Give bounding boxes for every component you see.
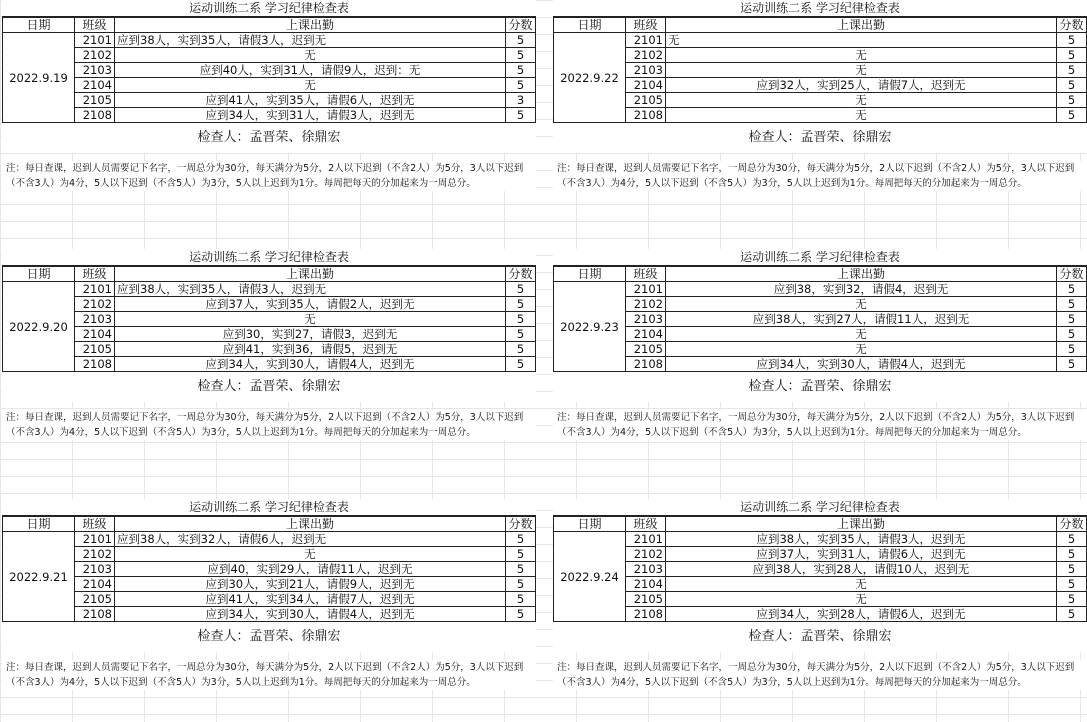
score-cell[interactable]: 5 — [506, 607, 536, 622]
date-cell[interactable]: 2022.9.22 — [554, 33, 626, 123]
table-row — [554, 327, 1087, 342]
attendance-cell[interactable]: 应到38人，实到28人，请假10人，迟到无 — [666, 562, 1057, 577]
checker-line[interactable]: 检查人：孟晋荣、徐鼎宏 — [2, 372, 536, 402]
class-cell[interactable]: 2104 — [626, 78, 666, 93]
attendance-table — [553, 17, 1087, 123]
date-cell[interactable]: 2022.9.24 — [554, 532, 626, 622]
date-header[interactable]: 日期 — [554, 267, 626, 282]
table-row — [3, 108, 536, 123]
score-cell[interactable]: 5 — [1057, 78, 1087, 93]
score-cell[interactable]: 5 — [1057, 108, 1087, 123]
attendance-cell[interactable]: 应到38，实到32，请假4，迟到无 — [666, 282, 1057, 297]
class-cell[interactable]: 2103 — [626, 63, 666, 78]
class-cell[interactable]: 2108 — [75, 607, 115, 622]
sheet-title: 运动训练二系 学习纪律检查表 — [2, 0, 536, 17]
table-row — [3, 33, 536, 48]
class-cell[interactable]: 2101 — [626, 532, 666, 547]
date-header[interactable]: 日期 — [554, 517, 626, 532]
score-cell[interactable]: 5 — [1057, 33, 1087, 48]
table-row — [3, 357, 536, 372]
class-cell[interactable]: 2102 — [75, 48, 115, 63]
attendance-cell[interactable]: 无 — [666, 63, 1057, 78]
score-cell[interactable]: 5 — [506, 562, 536, 577]
class-cell[interactable]: 2104 — [75, 78, 115, 93]
header-row — [554, 517, 1087, 532]
score-cell[interactable]: 5 — [506, 547, 536, 562]
score-cell[interactable]: 5 — [1057, 342, 1087, 357]
class-cell[interactable]: 2101 — [75, 33, 115, 48]
table-row — [554, 48, 1087, 63]
table-row — [3, 63, 536, 78]
class-header[interactable]: 班级 — [626, 267, 666, 282]
inspection-sheet-block — [553, 249, 1087, 440]
table-row — [3, 327, 536, 342]
attendance-header[interactable]: 上课出勤 — [666, 18, 1057, 33]
attendance-cell[interactable]: 应到37人，实到31人，请假6人，迟到无 — [666, 547, 1057, 562]
table-row — [554, 562, 1087, 577]
attendance-cell[interactable]: 应到38人，实到27人，请假11人，迟到无 — [666, 312, 1057, 327]
score-cell[interactable]: 5 — [506, 592, 536, 607]
inspection-sheet-block — [2, 249, 536, 440]
date-header[interactable]: 日期 — [554, 18, 626, 33]
class-cell[interactable]: 2103 — [75, 312, 115, 327]
score-header[interactable]: 分数 — [506, 267, 536, 282]
table-row — [3, 312, 536, 327]
date-header[interactable]: 日期 — [3, 267, 75, 282]
checker-line[interactable]: 检查人：孟晋荣、徐鼎宏 — [553, 372, 1087, 402]
class-cell[interactable]: 2103 — [626, 562, 666, 577]
class-cell[interactable]: 2108 — [626, 607, 666, 622]
class-cell[interactable]: 2102 — [626, 48, 666, 63]
checker-line[interactable]: 检查人：孟晋荣、徐鼎宏 — [553, 622, 1087, 652]
score-cell[interactable]: 5 — [1057, 592, 1087, 607]
attendance-cell[interactable]: 无 — [666, 93, 1057, 108]
attendance-cell[interactable]: 应到30人，实到21人，请假9人，迟到无 — [115, 577, 506, 592]
class-cell[interactable]: 2101 — [75, 532, 115, 547]
attendance-cell[interactable]: 应到40人，实到31人，请假9人，迟到：无 — [115, 63, 506, 78]
score-cell[interactable]: 5 — [506, 63, 536, 78]
attendance-cell[interactable]: 应到30，实到27，请假3，迟到无 — [115, 327, 506, 342]
class-cell[interactable]: 2105 — [75, 592, 115, 607]
attendance-table — [2, 266, 536, 372]
inspection-sheet-block — [2, 499, 536, 690]
score-cell[interactable]: 5 — [1057, 93, 1087, 108]
attendance-cell[interactable]: 无 — [666, 592, 1057, 607]
attendance-cell[interactable]: 应到38人，实到35人，请假3人，迟到无 — [115, 33, 506, 48]
attendance-table — [2, 516, 536, 622]
score-cell[interactable]: 5 — [1057, 297, 1087, 312]
score-cell[interactable]: 5 — [506, 357, 536, 372]
checker-line[interactable]: 检查人：孟晋荣、徐鼎宏 — [2, 123, 536, 153]
attendance-cell[interactable]: 应到41人，实到34人，请假7人，迟到无 — [115, 592, 506, 607]
table-row — [554, 63, 1087, 78]
score-cell[interactable]: 5 — [506, 577, 536, 592]
score-cell[interactable]: 5 — [1057, 48, 1087, 63]
attendance-cell[interactable]: 应到38人，实到35人，请假3人，迟到无 — [115, 282, 506, 297]
class-cell[interactable]: 2105 — [626, 93, 666, 108]
class-cell[interactable]: 2103 — [75, 63, 115, 78]
table-row — [3, 607, 536, 622]
attendance-cell[interactable]: 应到32人，实到25人，请假7人，迟到无 — [666, 78, 1057, 93]
attendance-cell[interactable]: 无 — [666, 48, 1057, 63]
sheet-title: 运动训练二系 学习纪律检查表 — [553, 249, 1087, 266]
class-cell[interactable]: 2103 — [75, 562, 115, 577]
inspection-sheet-block — [553, 0, 1087, 191]
attendance-cell[interactable]: 无 — [666, 327, 1057, 342]
score-header[interactable]: 分数 — [1057, 267, 1087, 282]
header-row — [3, 267, 536, 282]
class-header[interactable]: 班级 — [626, 18, 666, 33]
class-cell[interactable]: 2105 — [626, 592, 666, 607]
class-header[interactable]: 班级 — [626, 517, 666, 532]
score-header[interactable]: 分数 — [506, 18, 536, 33]
attendance-cell[interactable]: 无 — [115, 547, 506, 562]
score-cell[interactable]: 5 — [1057, 562, 1087, 577]
attendance-cell[interactable]: 无 — [115, 48, 506, 63]
class-cell[interactable]: 2102 — [626, 297, 666, 312]
table-row — [3, 282, 536, 297]
class-cell[interactable]: 2104 — [75, 577, 115, 592]
score-cell[interactable]: 5 — [1057, 357, 1087, 372]
score-cell[interactable]: 5 — [1057, 63, 1087, 78]
table-row — [3, 532, 536, 547]
class-cell[interactable]: 2108 — [626, 357, 666, 372]
attendance-cell[interactable]: 应到38人，实到35人，请假3人，迟到无 — [666, 532, 1057, 547]
class-cell[interactable]: 2104 — [626, 577, 666, 592]
attendance-table — [2, 17, 536, 123]
scoring-note[interactable]: 注：每日查课，迟到人员需要记下名字，一周总分为30分，每天满分为5分，2人以下迟到（不含2人）为5分，3人以下迟到（不含3人）为4分，5人以下迟到（不含5人）为3分，5人以上迟到为1分。每周把每天的分加起来为一周总分。 — [553, 161, 1087, 191]
table-row — [3, 592, 536, 607]
scoring-note[interactable]: 注：每日查课，迟到人员需要记下名字，一周总分为30分，每天满分为5分，2人以下迟到（不含2人）为5分，3人以下迟到（不含3人）为4分，5人以下迟到（不含5人）为3分，5人以上迟到为1分。每周把每天的分加起来为一周总分。 — [553, 660, 1087, 690]
score-cell[interactable]: 5 — [1057, 532, 1087, 547]
table-row — [3, 93, 536, 108]
date-cell[interactable]: 2022.9.20 — [3, 282, 75, 372]
sheet-title: 运动训练二系 学习纪律检查表 — [553, 499, 1087, 516]
table-row — [3, 48, 536, 63]
class-cell[interactable]: 2101 — [626, 33, 666, 48]
attendance-cell[interactable]: 应到40，实到29人，请假11人，迟到无 — [115, 562, 506, 577]
attendance-cell[interactable]: 无 — [666, 33, 1057, 48]
inspection-sheet-block — [553, 499, 1087, 690]
attendance-header[interactable]: 上课出勤 — [115, 517, 506, 532]
table-row — [3, 562, 536, 577]
attendance-header[interactable]: 上课出勤 — [666, 267, 1057, 282]
table-row — [554, 93, 1087, 108]
attendance-cell[interactable]: 应到41人，实到35人，请假6人，迟到无 — [115, 93, 506, 108]
score-header[interactable]: 分数 — [1057, 517, 1087, 532]
score-cell[interactable]: 5 — [506, 297, 536, 312]
date-header[interactable]: 日期 — [3, 18, 75, 33]
class-cell[interactable]: 2102 — [75, 547, 115, 562]
date-cell[interactable]: 2022.9.21 — [3, 532, 75, 622]
table-row — [554, 547, 1087, 562]
attendance-cell[interactable]: 应到34人，实到28人，请假6人，迟到无 — [666, 607, 1057, 622]
header-row — [3, 517, 536, 532]
score-cell[interactable]: 5 — [506, 532, 536, 547]
sheet-title: 运动训练二系 学习纪律检查表 — [2, 249, 536, 266]
score-cell[interactable]: 5 — [506, 33, 536, 48]
attendance-cell[interactable]: 应到37人，实到35人，请假2人，迟到无 — [115, 297, 506, 312]
attendance-cell[interactable]: 应到34人，实到30人，请假4人，迟到无 — [115, 357, 506, 372]
scoring-note[interactable]: 注：每日查课，迟到人员需要记下名字，一周总分为30分，每天满分为5分，2人以下迟到（不含2人）为5分，3人以下迟到（不含3人）为4分，5人以下迟到（不含5人）为3分，5人以上迟到为1分。每周把每天的分加起来为一周总分。 — [553, 410, 1087, 440]
inspection-sheet-block — [2, 0, 536, 191]
score-cell[interactable]: 3 — [506, 93, 536, 108]
class-cell[interactable]: 2105 — [626, 342, 666, 357]
class-cell[interactable]: 2108 — [75, 357, 115, 372]
score-cell[interactable]: 5 — [1057, 607, 1087, 622]
class-cell[interactable]: 2103 — [626, 312, 666, 327]
class-header[interactable]: 班级 — [75, 267, 115, 282]
attendance-cell[interactable]: 无 — [666, 577, 1057, 592]
score-cell[interactable]: 5 — [1057, 327, 1087, 342]
header-row — [554, 18, 1087, 33]
class-cell[interactable]: 2101 — [626, 282, 666, 297]
table-row — [554, 33, 1087, 48]
table-row — [554, 592, 1087, 607]
attendance-cell[interactable]: 应到41，实到36，请假5，迟到无 — [115, 342, 506, 357]
score-cell[interactable]: 5 — [506, 342, 536, 357]
class-cell[interactable]: 2102 — [626, 547, 666, 562]
class-cell[interactable]: 2108 — [75, 108, 115, 123]
class-header[interactable]: 班级 — [75, 18, 115, 33]
attendance-header[interactable]: 上课出勤 — [115, 267, 506, 282]
attendance-header[interactable]: 上课出勤 — [115, 18, 506, 33]
class-cell[interactable]: 2104 — [626, 327, 666, 342]
table-row — [554, 312, 1087, 327]
table-row — [3, 78, 536, 93]
score-cell[interactable]: 5 — [1057, 282, 1087, 297]
table-row — [3, 547, 536, 562]
attendance-cell[interactable]: 无 — [115, 78, 506, 93]
score-header[interactable]: 分数 — [1057, 18, 1087, 33]
table-row — [554, 78, 1087, 93]
table-row — [3, 577, 536, 592]
attendance-header[interactable]: 上课出勤 — [666, 517, 1057, 532]
date-cell[interactable]: 2022.9.19 — [3, 33, 75, 123]
scoring-note[interactable]: 注：每日查课，迟到人员需要记下名字，一周总分为30分，每天满分为5分，2人以下迟到（不含2人）为5分，3人以下迟到（不含3人）为4分，5人以下迟到（不含5人）为3分，5人以上迟到为1分。每周把每天的分加起来为一周总分。 — [2, 161, 536, 191]
header-row — [554, 267, 1087, 282]
attendance-cell[interactable]: 应到34人，实到31人，请假3人，迟到无 — [115, 108, 506, 123]
attendance-cell[interactable]: 应到34人，实到30人，请假4人，迟到无 — [666, 357, 1057, 372]
table-row — [554, 577, 1087, 592]
score-cell[interactable]: 5 — [1057, 312, 1087, 327]
table-row — [554, 357, 1087, 372]
table-row — [554, 607, 1087, 622]
date-header[interactable]: 日期 — [3, 517, 75, 532]
class-cell[interactable]: 2102 — [75, 297, 115, 312]
class-cell[interactable]: 2108 — [626, 108, 666, 123]
checker-line[interactable]: 检查人：孟晋荣、徐鼎宏 — [553, 123, 1087, 153]
table-row — [554, 108, 1087, 123]
attendance-cell[interactable]: 无 — [666, 108, 1057, 123]
table-row — [554, 532, 1087, 547]
score-cell[interactable]: 5 — [506, 78, 536, 93]
attendance-table — [553, 516, 1087, 622]
table-row — [554, 342, 1087, 357]
table-row — [3, 342, 536, 357]
table-row — [554, 297, 1087, 312]
sheet-title: 运动训练二系 学习纪律检查表 — [2, 499, 536, 516]
attendance-cell[interactable]: 应到38人，实到32人，请假6人，迟到无 — [115, 532, 506, 547]
attendance-cell[interactable]: 无 — [666, 297, 1057, 312]
table-row — [3, 297, 536, 312]
attendance-cell[interactable]: 应到34人，实到30人，请假4人，迟到无 — [115, 607, 506, 622]
checker-line[interactable]: 检查人：孟晋荣、徐鼎宏 — [2, 622, 536, 652]
header-row — [3, 18, 536, 33]
class-cell[interactable]: 2101 — [75, 282, 115, 297]
score-header[interactable]: 分数 — [506, 517, 536, 532]
date-cell[interactable]: 2022.9.23 — [554, 282, 626, 372]
class-cell[interactable]: 2104 — [75, 327, 115, 342]
class-cell[interactable]: 2105 — [75, 93, 115, 108]
score-cell[interactable]: 5 — [506, 108, 536, 123]
sheet-title: 运动训练二系 学习纪律检查表 — [553, 0, 1087, 17]
score-cell[interactable]: 5 — [1057, 577, 1087, 592]
attendance-cell[interactable]: 无 — [666, 342, 1057, 357]
score-cell[interactable]: 5 — [506, 312, 536, 327]
class-header[interactable]: 班级 — [75, 517, 115, 532]
attendance-table — [553, 266, 1087, 372]
score-cell[interactable]: 5 — [506, 327, 536, 342]
scoring-note[interactable]: 注：每日查课，迟到人员需要记下名字，一周总分为30分，每天满分为5分，2人以下迟到（不含2人）为5分，3人以下迟到（不含3人）为4分，5人以下迟到（不含5人）为3分，5人以上迟到为1分。每周把每天的分加起来为一周总分。 — [2, 410, 536, 440]
table-row — [554, 282, 1087, 297]
score-cell[interactable]: 5 — [506, 48, 536, 63]
score-cell[interactable]: 5 — [506, 282, 536, 297]
attendance-cell[interactable]: 无 — [115, 312, 506, 327]
class-cell[interactable]: 2105 — [75, 342, 115, 357]
scoring-note[interactable]: 注：每日查课，迟到人员需要记下名字，一周总分为30分，每天满分为5分，2人以下迟到（不含2人）为5分，3人以下迟到（不含3人）为4分，5人以下迟到（不含5人）为3分，5人以上迟到为1分。每周把每天的分加起来为一周总分。 — [2, 660, 536, 690]
score-cell[interactable]: 5 — [1057, 547, 1087, 562]
